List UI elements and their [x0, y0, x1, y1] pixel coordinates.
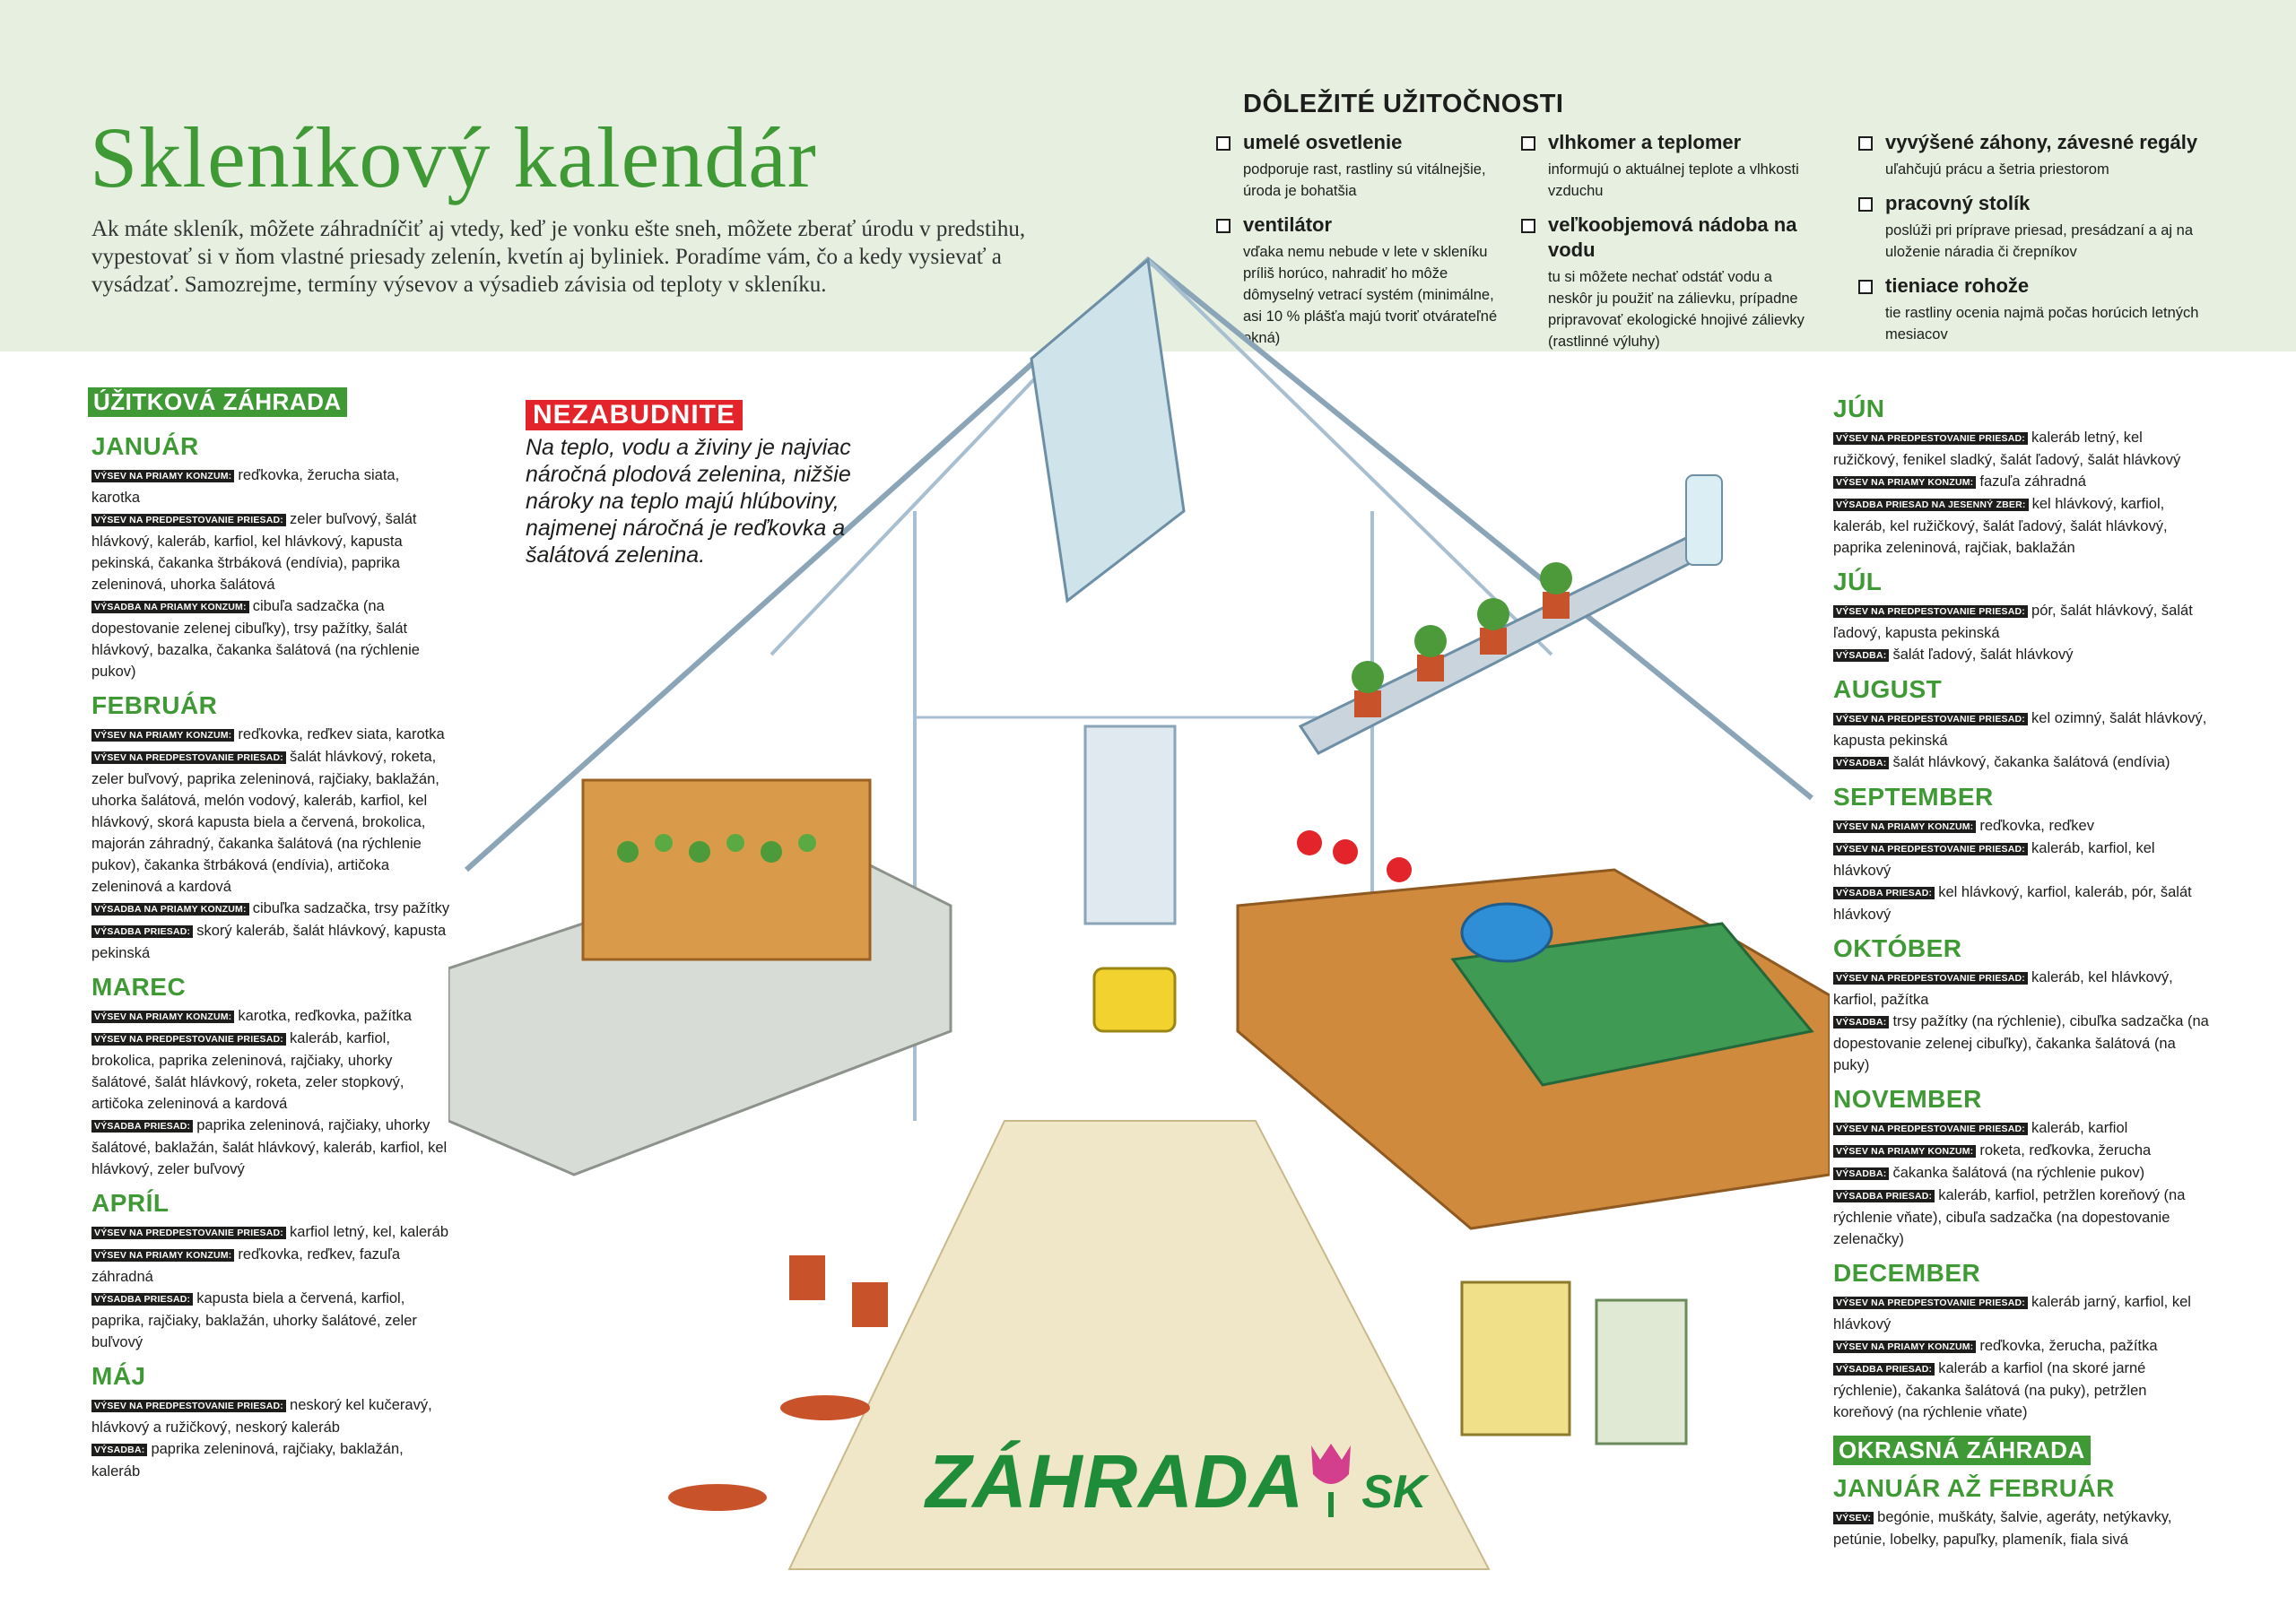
month-title: JANUÁR AŽ FEBRUÁR [1833, 1474, 2115, 1502]
entry [1833, 815, 2210, 838]
entry-tag: VÝSEV NA PREDPESTOVANIE PRIESAD: [1833, 843, 2028, 855]
entry-tag: VÝSEV NA PRIAMY KONZUM: [91, 729, 234, 742]
month-block [91, 1362, 450, 1482]
entry-text: reďkovka, reďkev, fazuľa záhradná [91, 1246, 401, 1285]
entry-text: kel hlávkový, karfiol, kaleráb, pór, šalát hlávkový [1833, 884, 2192, 923]
entry-tag: VÝSEV NA PRIAMY KONZUM: [1833, 1341, 1976, 1353]
entry [1833, 967, 2210, 1011]
entry-tag: VÝSADBA NA PRIAMY KONZUM: [91, 601, 249, 613]
entry [1833, 644, 2210, 666]
entry [1833, 427, 2210, 471]
entry [91, 920, 450, 964]
entry-text: skorý kaleráb, šalát hlávkový, kapusta pekinská [91, 923, 447, 961]
entry-tag: VÝSEV NA PREDPESTOVANIE PRIESAD: [91, 751, 286, 764]
entry [1833, 1011, 2210, 1076]
entry [1833, 1506, 2210, 1550]
section-utility-garden: ÚŽITKOVÁ ZÁHRADA [88, 387, 347, 417]
entry [91, 1005, 450, 1028]
entry-text: paprika zeleninová, rajčiaky, baklažán, kaleráb [91, 1441, 404, 1480]
entry-text: fazuľa záhradná [1979, 473, 2086, 490]
section-ornamental-garden: OKRASNÁ ZÁHRADA [1833, 1436, 2091, 1465]
blue-watering-can-icon [1462, 904, 1552, 961]
entry [91, 1028, 450, 1115]
entry-text: roketa, reďkovka, žerucha [1979, 1142, 2152, 1159]
month-block [1833, 934, 2210, 1076]
utility-label: vyvýšené záhony, závesné regály [1885, 131, 2198, 153]
entry-tag: VÝSADBA: [91, 1444, 147, 1456]
entry [91, 595, 450, 682]
entry-tag: VÝSEV NA PRIAMY KONZUM: [1833, 820, 1976, 833]
entry [91, 464, 450, 508]
utility-desc: uľahčujú prácu a šetria priestorom [1885, 161, 2109, 178]
entry-tag: VÝSADBA NA PRIAMY KONZUM: [91, 903, 249, 916]
entry-text: zeler buľvový, šalát hlávkový, kaleráb, karfiol, kel hlávkový, kapusta pekinská, čakanka štrbáková (endívia), paprika zeleninová, uhorka šalátová [91, 511, 417, 593]
soil-bag [1462, 1282, 1570, 1435]
entry-tag: VÝSADBA: [1833, 757, 1889, 769]
entry-tag: VÝSADBA PRIESAD: [91, 1120, 193, 1133]
entry-tag: VÝSADBA PRIESAD NA JESENNÝ ZBER: [1833, 499, 2029, 511]
utility-item [1216, 130, 1512, 202]
entry [1833, 1185, 2210, 1250]
entry-text: reďkovka, reďkev siata, karotka [238, 726, 445, 742]
entry-text: kaleráb, karfiol [2031, 1120, 2128, 1136]
entry [1833, 600, 2210, 644]
checkbox-icon[interactable] [1858, 136, 1873, 151]
entry-tag: VÝSADBA PRIESAD: [1833, 887, 1935, 899]
entry [1833, 1358, 2210, 1423]
page-title: Skleníkový kalendár [90, 109, 817, 205]
entry [91, 1221, 450, 1244]
utility-desc: vďaka nemu nebude v lete v skleníku príliš horúco, nahradiť ho môže dômyselný vetrací systém (minimálne, asi 10 % plášťa majú tvoriť otvárateľné okná) [1243, 244, 1498, 346]
entry [1833, 1162, 2210, 1185]
month-block [91, 973, 450, 1180]
entry-text: reďkovka, žerucha, pažítka [1979, 1338, 2158, 1354]
intro-paragraph: Ak máte skleník, môžete záhradníčiť aj vtedy, keď je vonku ešte sneh, môžete zberať úrodu v predstihu, vypestovať si v ňom vlastné priesady zelenín, kvetín aj byliniek. Poradíme vám, čo a kedy vysievať a vysádzať. Samozrejme, termíny výsevov a výsadieb závisia od teploty v skleníku. [91, 217, 1026, 297]
utility-desc: poslúži pri príprave priesad, presádzaní a aj na uloženie náradia či črepníkov [1885, 222, 2194, 260]
entry-tag: VÝSEV NA PREDPESTOVANIE PRIESAD: [1833, 1297, 2028, 1309]
entry-text: reďkovka, žerucha siata, karotka [91, 467, 400, 506]
month-title: OKTÓBER [1833, 934, 1962, 962]
entry-tag: VÝSADBA PRIESAD: [1833, 1363, 1935, 1376]
entry-text: kapusta biela a červená, karfiol, paprika, rajčiaky, baklažán, uhorky šalátové, zeler buľvový [91, 1290, 417, 1350]
entry [91, 1115, 450, 1180]
month-title: AUGUST [1833, 675, 1943, 703]
month-title: MÁJ [91, 1362, 146, 1390]
utility-item [1858, 273, 2235, 345]
utility-desc: tu si môžete nechať odstáť vodu a neskôr ju použiť na zálievku, prípadne pripravovať ekologické hnojivé zálievky (rastlinné výluhy) [1548, 269, 1805, 350]
entry-tag: VÝSEV NA PREDPESTOVANIE PRIESAD: [91, 1033, 286, 1046]
red-flowers [1297, 830, 1412, 882]
entry-text: pór, šalát hlávkový, šalát ľadový, kapusta pekinská [1833, 603, 2193, 641]
entry-text: trsy pažítky (na rýchlenie), cibuľka sadzačka (na dopestovanie zelenej cibuľky), čakanka šalátová (na puky) [1833, 1013, 2209, 1073]
entry-tag: VÝSEV NA PREDPESTOVANIE PRIESAD: [1833, 605, 2028, 618]
entry-text: kaleráb a karfiol (na skoré jarné rýchlenie), čakanka šalátová (na puky), petržlen koreňový (na rýchlenie vňate) [1833, 1360, 2147, 1420]
utility-item [1858, 191, 2235, 263]
month-block [1833, 395, 2210, 559]
utility-desc: tie rastliny ocenia najmä počas horúcich letných mesiacov [1885, 305, 2199, 343]
entry-text: kaleráb, karfiol, petržlen koreňový (na rýchlenie vňate), cibuľa sadzačka (na dopestovanie zelenačky) [1833, 1187, 2186, 1247]
entry-text: begónie, muškáty, šalvie, ageráty, netýkavky, petúnie, lobelky, papuľky, plameník, fiala sivá [1833, 1509, 2172, 1548]
month-block [1833, 1474, 2210, 1550]
entry [91, 724, 450, 746]
entry [1833, 751, 2210, 774]
entry-text: cibuľa sadzačka (na dopestovanie zelenej cibuľky), trsy pažítky, šalát hlávkový, bazalka, čakanka šalátová (na rýchlenie pukov) [91, 598, 420, 680]
entry [91, 1244, 450, 1288]
tulip-icon [1306, 1438, 1356, 1519]
entry-text: kaleráb jarný, karfiol, kel hlávkový [1833, 1294, 2191, 1332]
entry-text: kel hlávkový, karfiol, kaleráb, kel ružičkový, šalát ľadový, šalát hlávkový, paprika zeleninová, rajčiak, baklažán [1833, 496, 2168, 556]
entry [1833, 707, 2210, 751]
month-block [1833, 675, 2210, 774]
roof-window [1031, 260, 1184, 601]
yellow-watering-can-icon [1094, 968, 1175, 1031]
month-block [1833, 1085, 2210, 1250]
entry [91, 898, 450, 920]
month-title: APRÍL [91, 1189, 170, 1217]
entry-tag: VÝSEV NA PREDPESTOVANIE PRIESAD: [1833, 432, 2028, 445]
utility-label: pracovný stolík [1885, 192, 2031, 214]
entry-text: kaleráb, karfiol, kel hlávkový [1833, 840, 2155, 879]
entry [1833, 1291, 2210, 1335]
entry-tag: VÝSEV NA PRIAMY KONZUM: [91, 1249, 234, 1262]
entry-text: kaleráb, karfiol, brokolica, paprika zeleninová, rajčiaky, uhorky šalátové, šalát hlávkový, roketa, zeler stopkový, artičoka zeleninová a kardová [91, 1030, 404, 1112]
entry-tag: VÝSADBA: [1833, 1167, 1889, 1180]
entry-tag: VÝSADBA: [1833, 649, 1889, 662]
reminder-text: Na teplo, vodu a živiny je najviac náročná plodová zelenina, nižšie nároky na teplo majú hlúboviny, najmenej náročná je reďkovka a šalátová zelenina. [526, 435, 851, 568]
utility-item [1858, 130, 2235, 180]
month-title: JANUÁR [91, 432, 199, 460]
checkbox-icon[interactable] [1858, 197, 1873, 212]
month-title: JÚN [1833, 395, 1885, 422]
month-block [91, 432, 450, 682]
utilities-title: DÔLEŽITÉ UŽITOČNOSTI [1243, 90, 1564, 118]
entry-tag: VÝSEV NA PRIAMY KONZUM: [1833, 476, 1976, 489]
month-block [1833, 568, 2210, 666]
entry [1833, 881, 2210, 925]
entry [91, 508, 450, 595]
utility-desc: informujú o aktuálnej teplote a vlhkosti vzduchu [1548, 161, 1799, 199]
entry-tag: VÝSEV NA PREDPESTOVANIE PRIESAD: [91, 1227, 286, 1239]
entry [1833, 471, 2210, 493]
utility-item [1521, 130, 1817, 202]
month-title: NOVEMBER [1833, 1085, 1982, 1113]
wooden-bed [583, 780, 870, 959]
entry-text: cibuľka sadzačka, trsy pažítky [252, 900, 450, 916]
entry-text: karfiol letný, kel, kaleráb [290, 1224, 449, 1240]
entry-tag: VÝSEV NA PREDPESTOVANIE PRIESAD: [1833, 972, 2028, 985]
month-block [1833, 783, 2210, 925]
entry [1833, 838, 2210, 881]
entry-text: šalát ľadový, šalát hlávkový [1892, 647, 2074, 663]
entry-text: neskorý kel kučeravý, hlávkový a ružičkový, neskorý kaleráb [91, 1397, 432, 1436]
utility-label: tieniace rohože [1885, 274, 2030, 297]
reminder-title: NEZABUDNITE [526, 400, 743, 430]
checkbox-icon[interactable] [1216, 136, 1231, 151]
month-block [91, 691, 450, 964]
entry [1833, 1117, 2210, 1140]
entry-text: karotka, reďkovka, pažítka [238, 1008, 412, 1024]
entry [91, 1438, 450, 1482]
checkbox-icon[interactable] [1858, 280, 1873, 294]
entry [91, 746, 450, 898]
right-calendar [1833, 386, 2210, 1550]
month-title: DECEMBER [1833, 1259, 1981, 1287]
entry-text: kaleráb letný, kel ružičkový, fenikel sladký, šalát ľadový, šalát hlávkový [1833, 430, 2181, 468]
entry-tag: VÝSEV NA PREDPESTOVANIE PRIESAD: [1833, 1123, 2028, 1135]
entry [1833, 493, 2210, 559]
spray-bottle-icon [1686, 475, 1722, 565]
entry-text: kaleráb, kel hlávkový, karfiol, pažítka [1833, 969, 2173, 1008]
month-title: SEPTEMBER [1833, 783, 1994, 811]
month-title: FEBRUÁR [91, 691, 218, 719]
utility-label: veľkoobjemová nádoba na vodu [1548, 213, 1797, 261]
utility-desc: podporuje rast, rastliny sú vitálnejšie, úroda je bohatšia [1243, 161, 1486, 199]
entry-text: šalát hlávkový, čakanka šalátová (endívia) [1892, 754, 2170, 770]
utility-label: vlhkomer a teplomer [1548, 131, 1742, 153]
entry-tag: VÝSEV NA PREDPESTOVANIE PRIESAD: [91, 514, 286, 526]
entry-text: paprika zeleninová, rajčiaky, uhorky šalátové, baklažán, šalát hlávkový, kaleráb, karfiol, kel hlávkový, zeler buľvový [91, 1117, 448, 1177]
logo-suffix: SK [1361, 1466, 1427, 1518]
soil-bag [1596, 1300, 1686, 1444]
left-calendar [91, 423, 450, 1482]
entry-text: šalát hlávkový, roketa, zeler buľvový, paprika zeleninová, rajčiaky, baklažán, uhorka šalátová, melón vodový, kaleráb, karfiol, kel hlávkový, skorá kapusta biela a červená, brokolica, majorán záhradný, čakanka šalátová (na rýchlenie pukov), čakanka štrbáková (endívia), artičoka zeleninová a kardová [91, 749, 439, 895]
logo-text: ZÁHRADA [926, 1439, 1305, 1523]
utilities-column-3 [1858, 130, 2235, 356]
entry-text: kel ozimný, šalát hlávkový, kapusta pekinská [1833, 710, 2207, 749]
entry [1833, 1335, 2210, 1358]
entry-tag: VÝSEV: [1833, 1512, 1874, 1524]
entry-tag: VÝSEV NA PRIAMY KONZUM: [91, 1011, 234, 1023]
utility-label: umelé osvetlenie [1243, 131, 1403, 153]
entry-tag: VÝSEV NA PREDPESTOVANIE PRIESAD: [91, 1400, 286, 1412]
month-title: MAREC [91, 973, 187, 1001]
louvre-vent [1085, 726, 1175, 924]
entry-tag: VÝSADBA: [1833, 1016, 1889, 1028]
brand-logo [926, 1438, 1427, 1523]
entry-tag: VÝSEV NA PREDPESTOVANIE PRIESAD: [1833, 713, 2028, 725]
checkbox-icon[interactable] [1521, 136, 1535, 151]
entry-text: reďkovka, reďkev [1979, 818, 2094, 834]
entry-text: čakanka šalátová (na rýchlenie pukov) [1892, 1165, 2145, 1181]
entry [1833, 1140, 2210, 1162]
entry [91, 1288, 450, 1353]
month-title: JÚL [1833, 568, 1883, 595]
entry-tag: VÝSEV NA PRIAMY KONZUM: [1833, 1145, 1976, 1158]
entry-tag: VÝSADBA PRIESAD: [1833, 1190, 1935, 1202]
entry-tag: VÝSEV NA PRIAMY KONZUM: [91, 470, 234, 482]
entry-tag: VÝSADBA PRIESAD: [91, 925, 193, 938]
entry [91, 1394, 450, 1438]
entry-tag: VÝSADBA PRIESAD: [91, 1293, 193, 1306]
month-block [1833, 1259, 2210, 1423]
month-block [91, 1189, 450, 1353]
utility-label: ventilátor [1243, 213, 1333, 236]
